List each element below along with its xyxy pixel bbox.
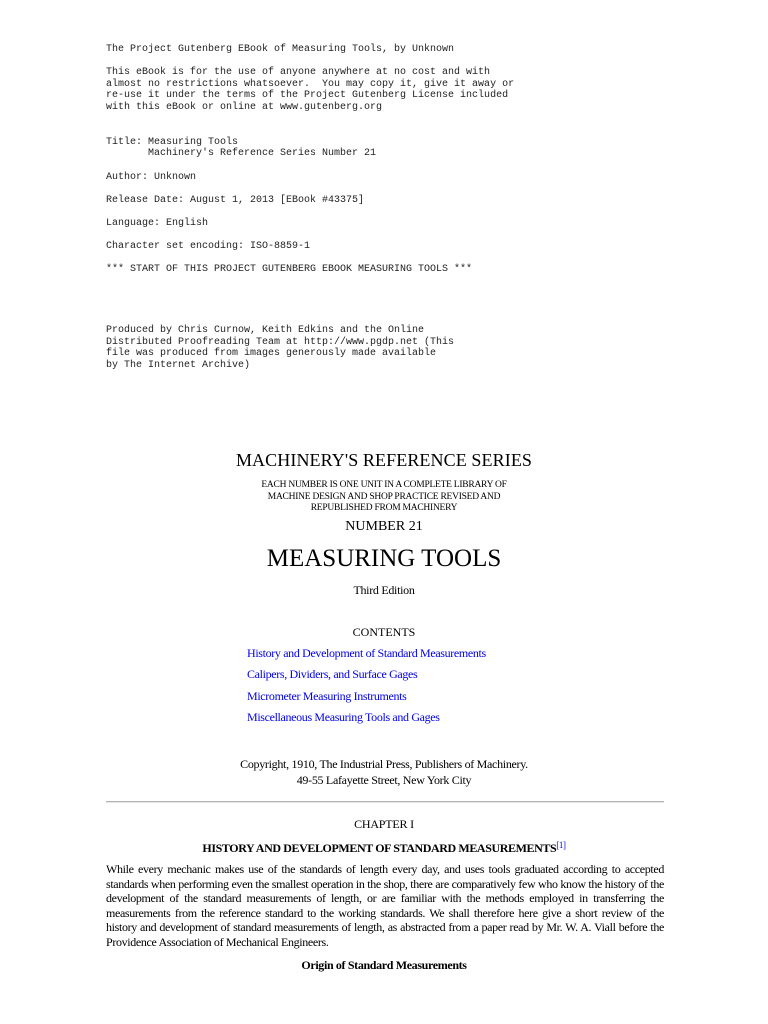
contents-item bbox=[247, 667, 486, 688]
producer-credits-text: Produced by Chris Curnow, Keith Edkins and the Online Distributed Proofreading Team at http://www.pgdp.net (This file was produced from images generously made available by The Internet Archive) bbox=[106, 325, 455, 371]
contents-item bbox=[247, 710, 486, 731]
series-subtitle bbox=[0, 480, 768, 515]
footnote-link[interactable]: [1] bbox=[556, 840, 566, 850]
contents-heading: CONTENTS bbox=[352, 625, 416, 639]
chapter-label: CHAPTER I bbox=[354, 817, 414, 831]
series-number: NUMBER 21 bbox=[345, 519, 423, 534]
contents-item bbox=[247, 689, 486, 710]
contents-list bbox=[247, 646, 486, 731]
series-subtitle-line: REPUBLISHED FROM MACHINERY bbox=[310, 503, 458, 513]
series-subtitle-line: MACHINE DESIGN AND SHOP PRACTICE REVISED AND bbox=[267, 491, 501, 502]
publisher-address: 49-55 Lafayette Street, New York City bbox=[296, 772, 472, 787]
gutenberg-header-text: The Project Gutenberg EBook of Measuring Tools, by Unknown This eBook is for the use of anyone anywhere at no cost and with almost no restrictions whatsoever. You may copy it, give it away or re-use it under the terms of the Project Gutenberg License included with this eBook or online at www.gutenberg.org Title: Measuring Tools Machinery's Reference Series Number 21 Author: Unknown Release Date: August 1, 2013 [EBook #43375] Language: English Character set encoding: ISO-8859-1 *** START OF THIS PROJECT GUTENBERG EBOOK MEASURING TOOLS *** bbox=[106, 44, 515, 276]
copyright-line: Copyright, 1910, The Industrial Press, Publishers of Machinery. bbox=[240, 757, 528, 771]
series-title: MACHINERY'S REFERENCE SERIES bbox=[235, 450, 533, 470]
book-title: MEASURING TOOLS bbox=[266, 545, 502, 572]
edition-label: Third Edition bbox=[353, 583, 415, 597]
horizontal-rule bbox=[106, 801, 664, 803]
contents-item bbox=[247, 646, 486, 667]
contents-link-micrometer[interactable]: Micrometer Measuring Instruments bbox=[247, 688, 407, 703]
section-heading: Origin of Standard Measurements bbox=[301, 958, 467, 972]
chapter-title bbox=[0, 840, 768, 856]
copyright-notice bbox=[0, 757, 768, 788]
contents-link-calipers[interactable]: Calipers, Dividers, and Surface Gages bbox=[247, 667, 418, 682]
contents-link-miscellaneous[interactable]: Miscellaneous Measuring Tools and Gages bbox=[247, 709, 440, 724]
chapter-title-text: HISTORY AND DEVELOPMENT OF STANDARD MEASUREMENTS bbox=[202, 841, 557, 855]
series-subtitle-line: EACH NUMBER IS ONE UNIT IN A COMPLETE LIBRARY OF bbox=[261, 480, 507, 490]
body-paragraph: While every mechanic makes use of the standards of length every day, and uses tools graduated according to accepted standards when performing even the smallest operation in the shop, there are comparatively few who know the history of the development of the standard measurements of length, or are familiar with the methods employed in transferring the measurements from the reference standard to the working standards. We shall therefore here give a short review of the history and development of standard measurements of length, as abstracted from a paper read by Mr. W. A. Viall before the Providence Association of Mechanical Engineers. bbox=[106, 862, 664, 949]
contents-link-history[interactable]: History and Development of Standard Measurements bbox=[247, 646, 486, 660]
